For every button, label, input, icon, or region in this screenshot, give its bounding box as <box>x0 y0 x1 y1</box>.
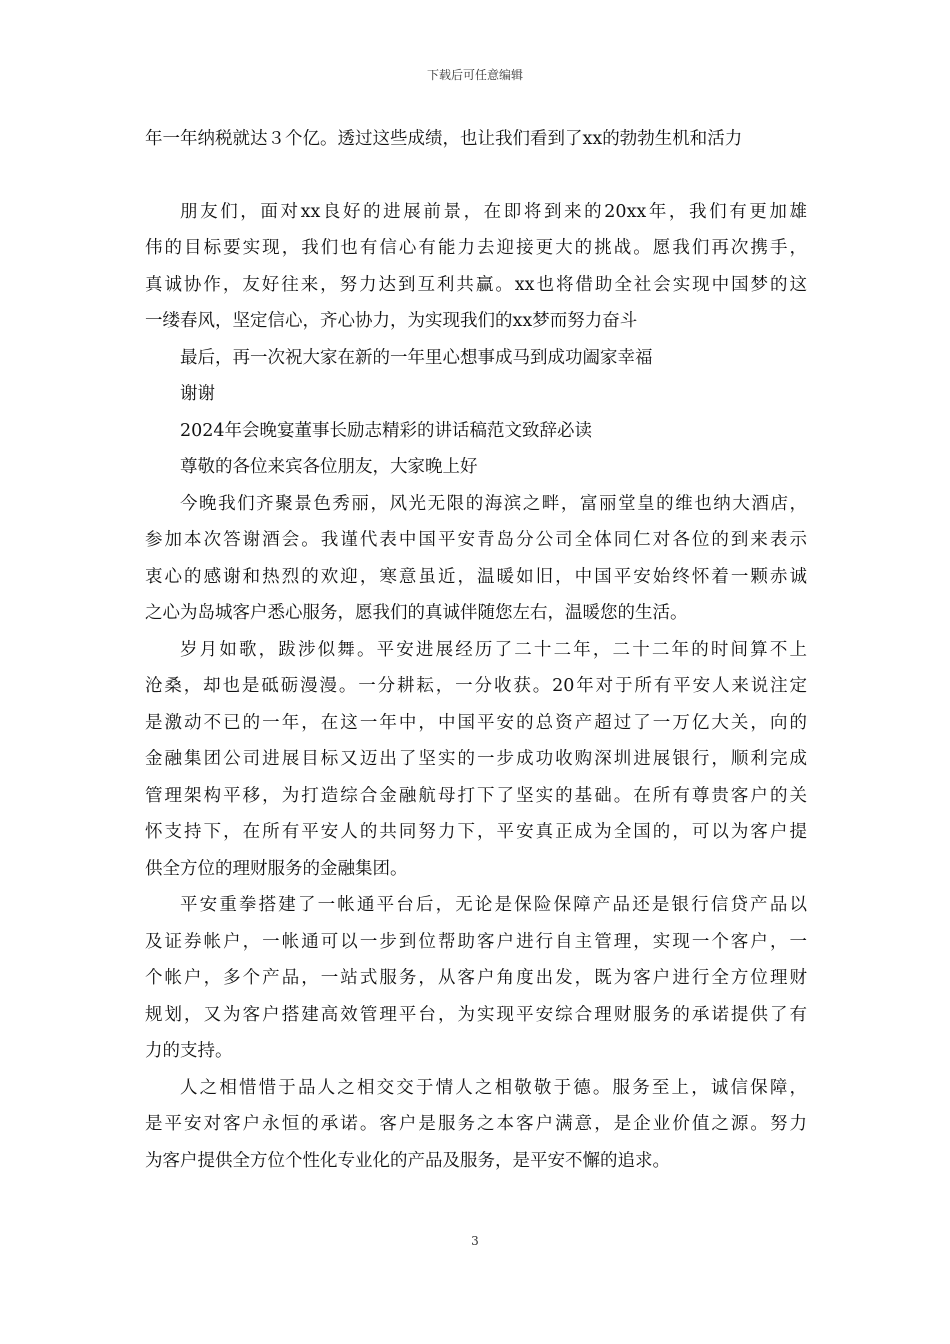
text-line: 岁月如歌，跋涉似舞。平安进展经历了二十二年，二十二年的时间算不上 <box>180 639 807 660</box>
text-line: 衷心的感谢和热烈的欢迎，寒意虽近，温暖如旧，中国平安始终怀着一颗赤诚 <box>145 566 807 587</box>
text-line: 沧桑，却也是砥砺漫漫。一分耕耘，一分收获。20年对于所有平安人来说注定 <box>145 676 807 696</box>
paragraph <box>145 632 807 888</box>
text-line: 朋友们，面对xx良好的进展前景，在即将到来的20xx年，我们有更加雄 <box>180 201 807 222</box>
text-line: 规划，又为客户搭建高效管理平台，为实现平安综合理财服务的承诺提供了有 <box>145 1004 807 1025</box>
paragraph <box>145 194 807 340</box>
text-line: 是激动不已的一年，在这一年中，中国平安的总资产超过了一万亿大关，向的 <box>145 712 807 733</box>
text-line: 今晚我们齐聚景色秀丽，风光无限的海滨之畔，富丽堂皇的维也纳大酒店， <box>180 493 807 514</box>
page-header: 下载后可任意编辑 <box>426 68 523 82</box>
text-line: 为客户提供全方位个性化专业化的产品及服务，是平安不懈的追求。 <box>145 1150 670 1171</box>
paragraph <box>145 413 807 450</box>
document-body <box>145 121 807 1179</box>
text-line: 真诚协作，友好往来，努力达到互利共赢。xx也将借助全社会实现中国梦的这 <box>145 274 807 295</box>
text-line: 是平安对客户永恒的承诺。客户是服务之本客户满意，是企业价值之源。努力 <box>145 1114 807 1134</box>
page-number: 3 <box>471 1234 479 1248</box>
paragraph <box>145 1070 807 1180</box>
text-line: 谢谢 <box>180 384 215 404</box>
text-line: 怀支持下，在所有平安人的共同努力下，平安真正成为全国的，可以为客户提 <box>145 822 807 842</box>
paragraph <box>145 121 807 158</box>
paragraph <box>145 887 807 1070</box>
text-line: 伟的目标要实现，我们也有信心有能力去迎接更大的挑战。愿我们再次携手， <box>145 238 807 258</box>
text-line: 参加本次答谢酒会。我谨代表中国平安青岛分公司全体同仁对各位的到来表示 <box>145 530 807 550</box>
text-line: 最后，再一次祝大家在新的一年里心想事成马到成功阖家幸福 <box>180 347 653 368</box>
text-line: 金融集团公司进展目标又迈出了坚实的一步成功收购深圳进展银行，顺利完成 <box>145 749 807 769</box>
text-line: 力的支持。 <box>145 1041 233 1061</box>
text-line: 人之相惜惜于品人之相交交于情人之相敬敬于德。服务至上，诚信保障， <box>180 1077 807 1098</box>
paragraph <box>145 449 807 486</box>
paragraph <box>145 486 807 632</box>
text-line: 管理架构平移，为打造综合金融航母打下了坚实的基础。在所有尊贵客户的关 <box>145 785 807 806</box>
paragraph <box>145 376 807 413</box>
text-line: 尊敬的各位来宾各位朋友，大家晚上好 <box>180 457 478 477</box>
text-line: 2024年会晚宴董事长励志精彩的讲话稿范文致辞必读 <box>180 420 593 441</box>
text-line: 之心为岛城客户悉心服务，愿我们的真诚伴随您左右，温暖您的生活。 <box>145 603 688 623</box>
paragraph-gap <box>145 158 807 194</box>
text-line: 供全方位的理财服务的金融集团。 <box>145 858 408 879</box>
text-line: 年一年纳税就达３个亿。透过这些成绩，也让我们看到了xx的勃勃生机和活力 <box>145 129 743 149</box>
text-line: 平安重拳搭建了一帐通平台后，无论是保险保障产品还是银行信贷产品以 <box>180 895 807 915</box>
text-line: 一缕春风，坚定信心，齐心协力，为实现我们的xx梦而努力奋斗 <box>145 311 638 331</box>
paragraph <box>145 340 807 377</box>
text-line: 及证券帐户，一帐通可以一步到位帮助客户进行自主管理，实现一个客户，一 <box>145 931 807 952</box>
text-line: 个帐户，多个产品，一站式服务，从客户角度出发，既为客户进行全方位理财 <box>145 968 807 988</box>
